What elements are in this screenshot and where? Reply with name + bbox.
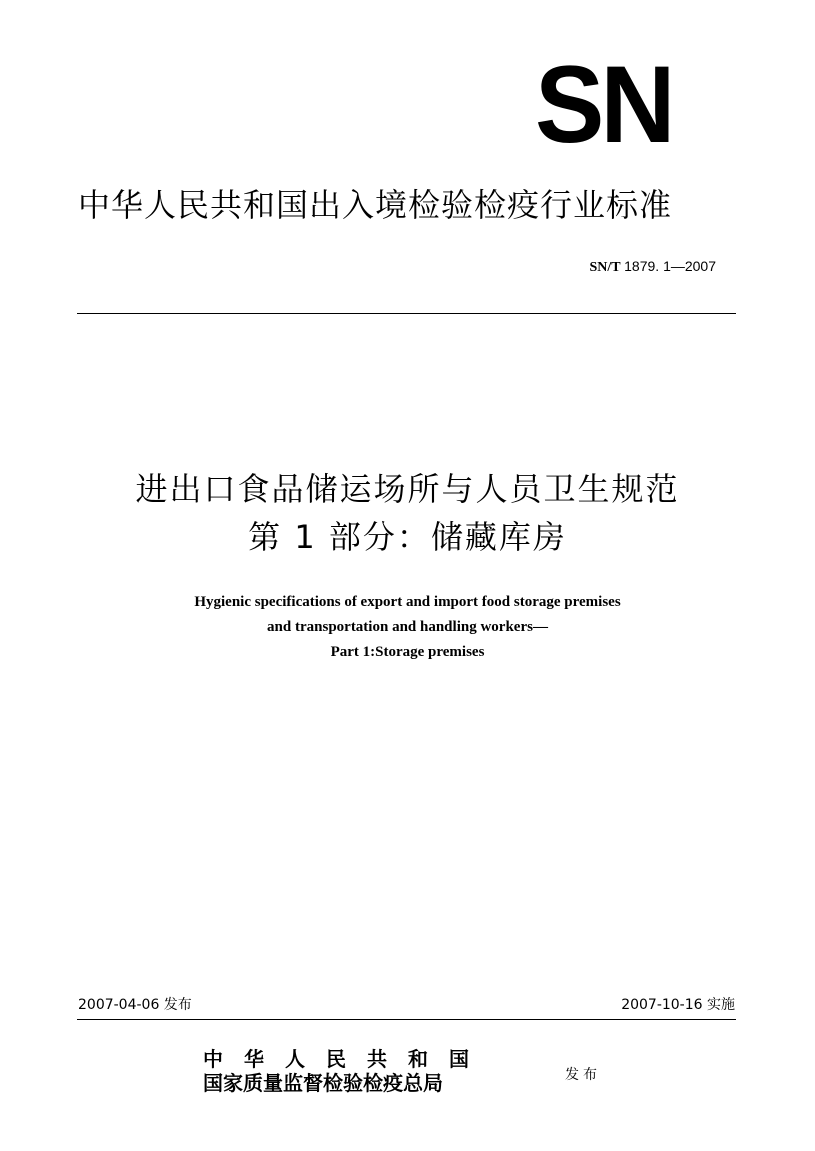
- chinese-title-line-1: 进出口食品储运场所与人员卫生规范: [135, 470, 680, 508]
- chinese-title: [0, 465, 815, 561]
- bottom-divider: [77, 1019, 736, 1020]
- top-divider: [77, 313, 736, 314]
- issuer-line-2: 国家质量监督检验检疫总局: [203, 1071, 443, 1095]
- standard-number-value: 1879. 1—2007: [624, 258, 716, 274]
- issue-date: 2007-04-06 发布: [78, 997, 192, 1013]
- standard-category-title: 中华人民共和国出入境检验检疫行业标准: [78, 186, 673, 224]
- standard-number: [590, 258, 716, 276]
- english-title-line-1: Hygienic specifications of export and import food storage premises: [194, 594, 621, 610]
- english-title: [0, 590, 815, 665]
- issuer-line-1: 中华人民共和国: [203, 1047, 490, 1071]
- issuing-authority: [203, 1047, 490, 1095]
- implementation-date: 2007-10-16 实施: [621, 997, 735, 1013]
- chinese-title-line-2: 第 1 部分：储藏库房: [248, 518, 567, 556]
- english-title-line-3: Part 1:Storage premises: [330, 644, 485, 660]
- english-title-line-2: and transportation and handling workers—: [267, 619, 548, 635]
- standard-code: SN/T: [589, 260, 621, 275]
- publish-label: 发布: [565, 1067, 601, 1083]
- sn-logo: SN: [535, 44, 672, 166]
